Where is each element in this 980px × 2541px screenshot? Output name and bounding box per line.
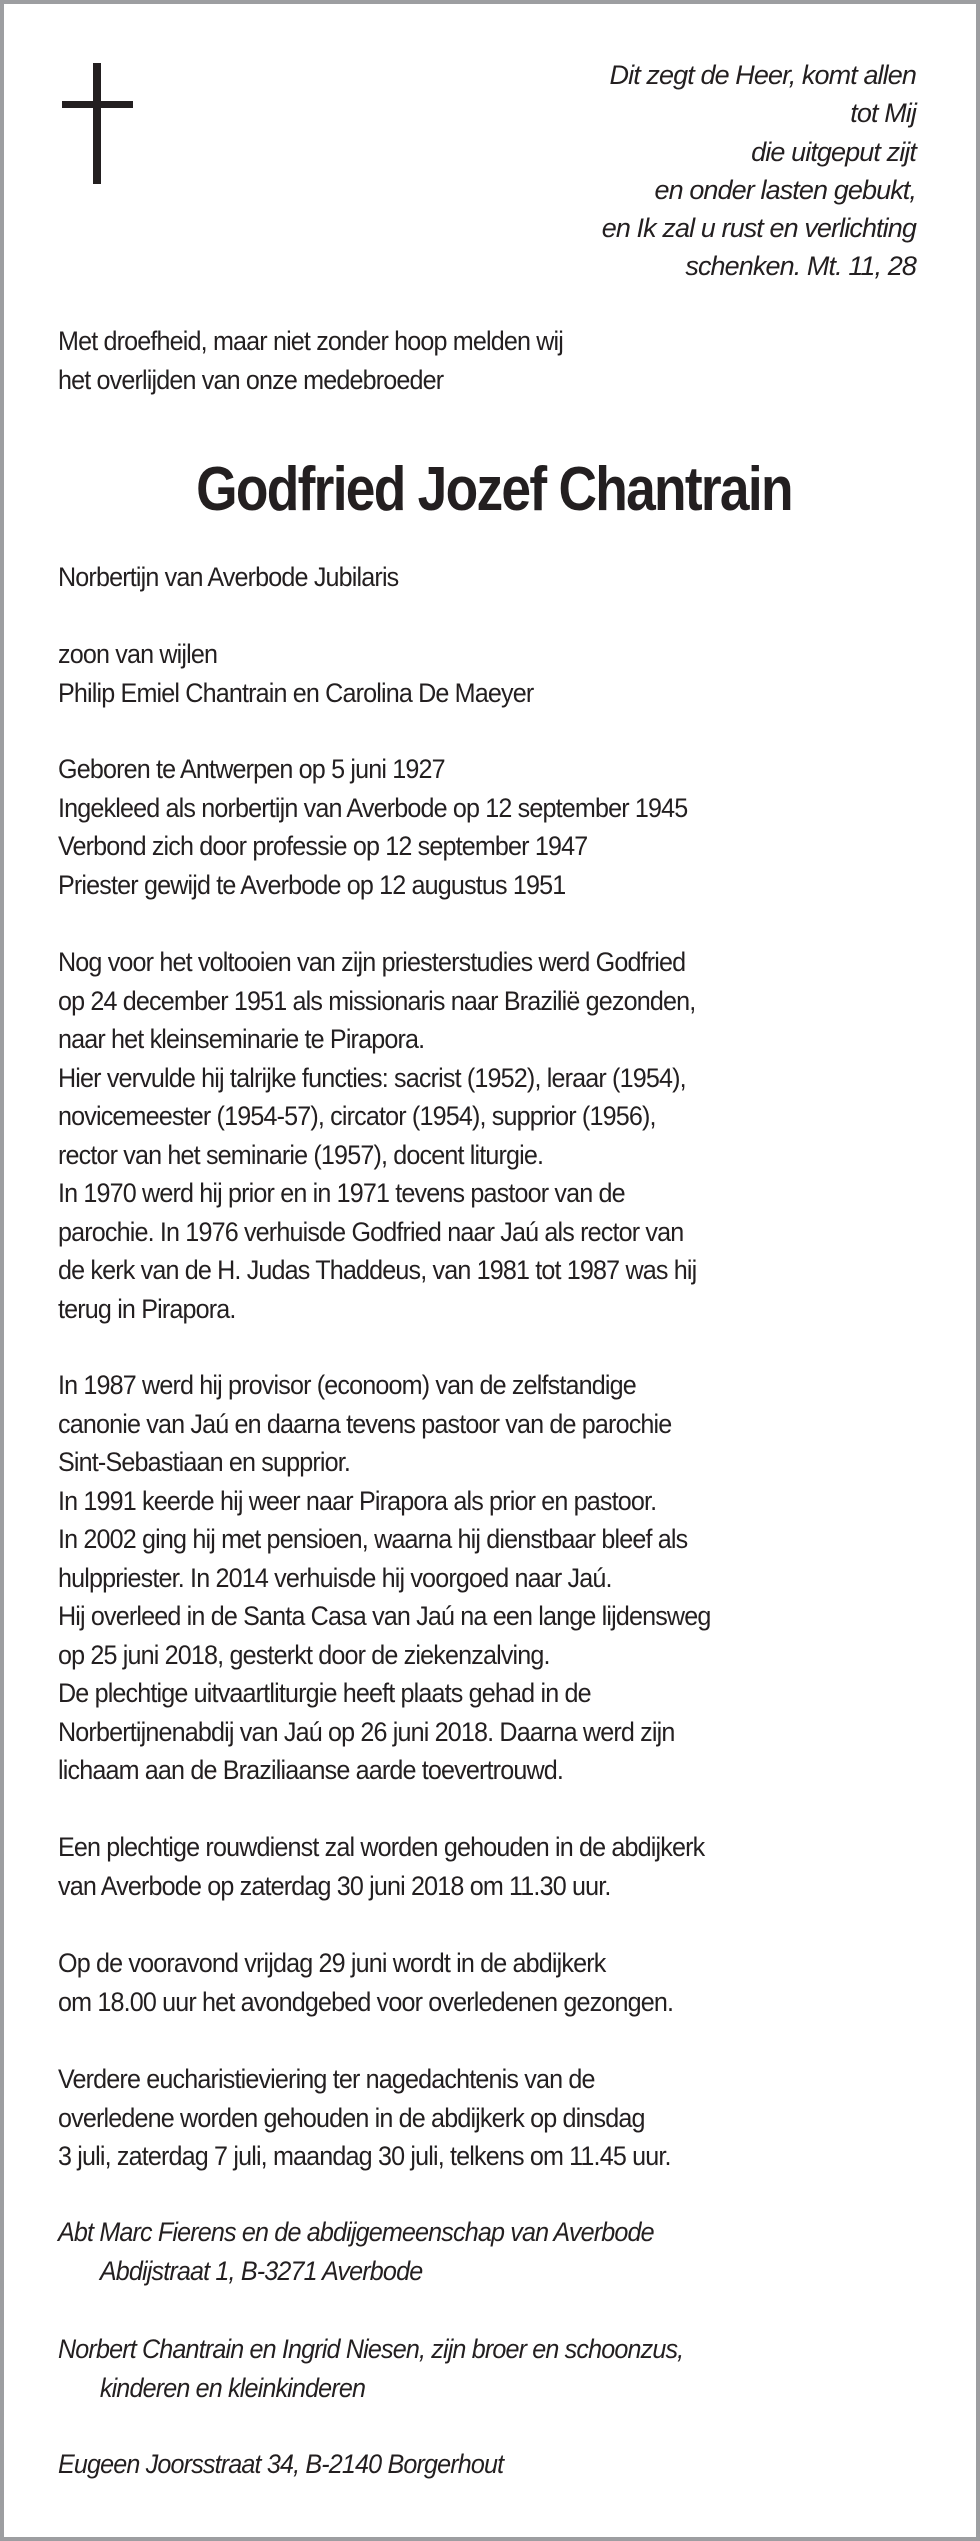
bio-line: In 1987 werd hij provisor (econoom) van de zelfstandige [58, 1370, 636, 1400]
signatory-name: Norbert Chantrain en Ingrid Niesen, zijn broer en schoonzus, [58, 2334, 684, 2364]
milestone-item: Geboren te Antwerpen op 5 juni 1927 [58, 754, 445, 784]
milestone-item: Ingekleed als norbertijn van Averbode op 12 september 1945 [58, 792, 688, 823]
milestone-item: Verbond zich door professie op 12 september 1947 [58, 831, 588, 861]
masses-line: Verdere eucharistieviering ter nagedachtenis van de [58, 2064, 595, 2094]
bio-line: parochie. In 1976 verhuisde Godfried naar Jaú als rector van [58, 1216, 684, 1247]
bio-line: Nog voor het voltooien van zijn priesterstudies werd Godfried [58, 947, 686, 977]
signatory-abbey [58, 2213, 654, 2290]
quote-line: schenken. Mt. 11, 28 [685, 251, 916, 282]
bio-line: In 2002 ging hij met pensioen, waarna hij dienstbaar bleef als [58, 1524, 688, 1554]
bio-line: novicemeester (1954-57), circator (1954), supprior (1956), [58, 1101, 656, 1131]
bio-line: Hij overleed in de Santa Casa van Jaú na een lange lijdensweg [58, 1601, 711, 1631]
bio-line: op 24 december 1951 als missionaris naar Brazilië gezonden, [58, 985, 696, 1016]
bio-line: Sint-Sebastiaan en supprior. [58, 1447, 351, 1477]
quote-line: en Ik zal u rust en verlichting [601, 213, 916, 244]
bio-line: In 1991 keerde hij weer naar Pirapora als prior en pastoor. [58, 1485, 657, 1516]
deceased-title: Norbertijn van Averbode Jubilaris [58, 562, 399, 592]
masses-line: overledene worden gehouden in de abdijkerk op dinsdag [58, 2102, 645, 2133]
bio-line: lichaam aan de Braziliaanse aarde toevertrouwd. [58, 1755, 564, 1785]
bio-line: canonie van Jaú en daarna tevens pastoor van de parochie [58, 1408, 672, 1439]
parents-block [58, 635, 533, 712]
funeral-service-text [58, 1828, 704, 1905]
bio-line: op 25 juni 2018, gesterkt door de ziekenzalving. [58, 1639, 550, 1670]
cross-horizontal-bar [62, 101, 133, 108]
bio-line: naar het kleinseminarie te Pirapora. [58, 1024, 425, 1054]
quote-line: tot Mij [850, 98, 916, 129]
bio-line: Norbertijnenabdij van Jaú op 26 juni 2018. Daarna werd zijn [58, 1716, 675, 1747]
quote-line: en onder lasten gebukt, [654, 174, 916, 205]
bio-line: De plechtige uitvaartliturgie heeft plaats gehad in de [58, 1678, 591, 1708]
vigil-text [58, 1944, 673, 2021]
biography-paragraph-2 [58, 1366, 710, 1790]
masses-line: 3 juli, zaterdag 7 juli, maandag 30 juli, telkens om 11.45 uur. [58, 2141, 671, 2171]
vigil-line: Op de vooravond vrijdag 29 juni wordt in de abdijkerk [58, 1948, 606, 1978]
bio-line: Hier vervulde hij talrijke functies: sacrist (1952), leraar (1954), [58, 1062, 686, 1093]
parents-names: Philip Emiel Chantrain en Carolina De Maeyer [58, 677, 534, 708]
signatory-family [58, 2330, 683, 2407]
quote-line: die uitgeput zijt [751, 136, 916, 167]
family-address: Eugeen Joorsstraat 34, B-2140 Borgerhout [58, 2449, 504, 2479]
bio-line: In 1970 werd hij prior en in 1971 tevens pastoor van de [58, 1178, 625, 1208]
service-line: Een plechtige rouwdienst zal worden gehouden in de abdijkerk [58, 1832, 705, 1862]
vigil-line: om 18.00 uur het avondgebed voor overledenen gezongen. [58, 1986, 674, 2017]
milestone-item: Priester gewijd te Averbode op 12 augustus 1951 [58, 869, 566, 900]
signatory-address: Abdijstraat 1, B-3271 Averbode [99, 2255, 423, 2286]
bible-quote [602, 56, 916, 286]
intro-text [58, 322, 563, 399]
signatory-name: Abt Marc Fierens en de abdijgemeenschap van Averbode [58, 2217, 654, 2247]
memorial-masses-text [58, 2060, 671, 2176]
milestones-list [58, 750, 687, 904]
intro-line: het overlijden van onze medebroeder [58, 364, 444, 395]
bio-line: terug in Pirapora. [58, 1293, 236, 1324]
intro-line: Met droefheid, maar niet zonder hoop melden wij [58, 326, 564, 356]
signatory-relatives: kinderen en kleinkinderen [99, 2372, 366, 2403]
biography-paragraph-1 [58, 943, 696, 1328]
deceased-name: Godfried Jozef Chantrain [196, 455, 792, 524]
bio-line: rector van het seminarie (1957), docent liturgie. [58, 1139, 544, 1170]
bio-line: hulppriester. In 2014 verhuisde hij voorgoed naar Jaú. [58, 1562, 612, 1593]
quote-line: Dit zegt de Heer, komt allen [609, 60, 916, 90]
bio-line: de kerk van de H. Judas Thaddeus, van 1981 tot 1987 was hij [58, 1255, 697, 1285]
cross-vertical-bar [93, 63, 101, 184]
service-line: van Averbode op zaterdag 30 juni 2018 om 11.30 uur. [58, 1870, 611, 1901]
parents-label: zoon van wijlen [58, 639, 218, 669]
